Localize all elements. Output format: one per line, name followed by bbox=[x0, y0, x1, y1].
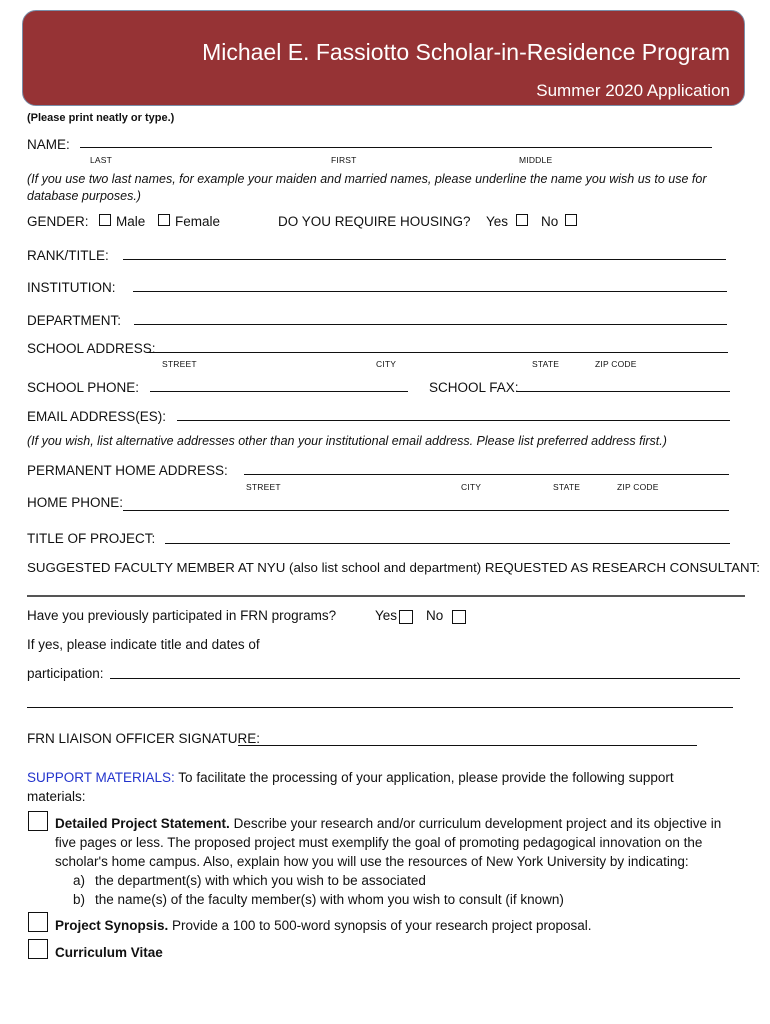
project-synopsis-text bbox=[55, 916, 745, 935]
participation-no-label: No bbox=[426, 608, 444, 623]
page-title: Michael E. Fassiotto Scholar-in-Residence Program bbox=[202, 39, 730, 65]
curriculum-vitae-title: Curriculum Vitae bbox=[55, 945, 163, 960]
home-state-caption: STATE bbox=[553, 482, 581, 492]
department-field[interactable] bbox=[134, 324, 727, 325]
housing-label: DO YOU REQUIRE HOUSING? bbox=[278, 214, 471, 229]
participation-field[interactable] bbox=[110, 678, 740, 679]
participation-question: Have you previously participated in FRN programs? bbox=[27, 608, 337, 623]
rank-field[interactable] bbox=[123, 259, 726, 260]
school-address-field[interactable] bbox=[147, 352, 728, 353]
participation-label: participation: bbox=[27, 666, 104, 681]
name-last-caption: LAST bbox=[90, 155, 113, 165]
participation-yes-label: Yes bbox=[375, 608, 398, 623]
participation-followup: If yes, please indicate title and dates of bbox=[27, 637, 260, 652]
institution-field[interactable] bbox=[133, 291, 727, 292]
section-divider bbox=[27, 595, 745, 597]
print-note: (Please print neatly or type.) bbox=[27, 112, 175, 124]
gender-male-label: Male bbox=[116, 214, 146, 229]
housing-yes-checkbox[interactable] bbox=[516, 214, 528, 226]
home-zip-caption: ZIP CODE bbox=[617, 482, 659, 492]
subitem-b-marker: b) bbox=[73, 892, 86, 907]
support-intro bbox=[27, 768, 727, 806]
school-city-caption: CITY bbox=[376, 359, 397, 369]
school-zip-caption: ZIP CODE bbox=[595, 359, 637, 369]
institution-label: INSTITUTION: bbox=[27, 280, 116, 295]
email-note: (If you wish, list alternative addresses other than your institutional email address. Please list preferred address first.) bbox=[27, 434, 667, 448]
project-title-label: TITLE OF PROJECT: bbox=[27, 531, 156, 546]
page-subtitle: Summer 2020 Application bbox=[536, 81, 730, 100]
school-street-caption: STREET bbox=[162, 359, 197, 369]
school-state-caption: STATE bbox=[532, 359, 560, 369]
name-label: NAME: bbox=[27, 137, 70, 152]
signature-label: FRN LIAISON OFFICER SIGNATURE: bbox=[27, 731, 261, 746]
project-synopsis-checkbox[interactable] bbox=[28, 912, 48, 932]
project-synopsis-body: Provide a 100 to 500-word synopsis of your research project proposal. bbox=[168, 918, 592, 933]
gender-label: GENDER: bbox=[27, 214, 89, 229]
support-heading: SUPPORT MATERIALS: bbox=[27, 770, 175, 785]
project-statement-title: Detailed Project Statement. bbox=[55, 816, 230, 831]
support-intro-text: To facilitate the processing of your application, please provide the following support materials: bbox=[27, 770, 674, 804]
two-names-note: (If you use two last names, for example your maiden and married names, please underline the name you wish us to use for database purposes.) bbox=[27, 172, 707, 203]
name-first-caption: FIRST bbox=[331, 155, 357, 165]
subitem-a-text: the department(s) with which you wish to be associated bbox=[95, 873, 426, 888]
email-field[interactable] bbox=[177, 420, 730, 421]
school-address-label: SCHOOL ADDRESS: bbox=[27, 341, 156, 356]
housing-no-label: No bbox=[541, 214, 559, 229]
school-phone-field[interactable] bbox=[150, 391, 408, 392]
housing-yes-label: Yes bbox=[486, 214, 509, 229]
curriculum-vitae-checkbox[interactable] bbox=[28, 939, 48, 959]
subitem-a-marker: a) bbox=[73, 873, 86, 888]
housing-no-checkbox[interactable] bbox=[565, 214, 577, 226]
project-title-field[interactable] bbox=[165, 543, 730, 544]
department-label: DEPARTMENT: bbox=[27, 313, 122, 328]
home-street-caption: STREET bbox=[246, 482, 281, 492]
project-statement-checkbox[interactable] bbox=[28, 811, 48, 831]
home-address-field[interactable] bbox=[244, 474, 729, 475]
signature-field[interactable] bbox=[238, 745, 697, 746]
curriculum-vitae-text bbox=[55, 943, 163, 962]
school-phone-label: SCHOOL PHONE: bbox=[27, 380, 140, 395]
project-statement-body: Describe your research and/or curriculum development project and its objective in five pages or less. The proposed project must exemplify the goal of promoting pedagogical innovation on the scholar's home campus. Also, explain how you will use the resources of New York University by indicating: bbox=[55, 816, 722, 869]
name-middle-caption: MIDDLE bbox=[519, 155, 553, 165]
faculty-label: SUGGESTED FACULTY MEMBER AT NYU (also list school and department) REQUESTED AS RESEARCH CONSULTANT: bbox=[27, 560, 761, 575]
rank-label: RANK/TITLE: bbox=[27, 248, 109, 263]
home-phone-label: HOME PHONE: bbox=[27, 495, 124, 510]
school-fax-label: SCHOOL FAX: bbox=[429, 380, 519, 395]
project-synopsis-title: Project Synopsis. bbox=[55, 918, 169, 933]
participation-yes-checkbox[interactable] bbox=[399, 610, 413, 624]
participation-field-continued[interactable] bbox=[27, 707, 733, 708]
gender-female-label: Female bbox=[175, 214, 221, 229]
name-field[interactable] bbox=[80, 147, 712, 148]
gender-female-checkbox[interactable] bbox=[158, 214, 170, 226]
participation-no-checkbox[interactable] bbox=[452, 610, 466, 624]
project-statement-text bbox=[55, 814, 745, 871]
email-label: EMAIL ADDRESS(ES): bbox=[27, 409, 167, 424]
header-banner bbox=[22, 10, 745, 106]
gender-male-checkbox[interactable] bbox=[99, 214, 111, 226]
home-address-label: PERMANENT HOME ADDRESS: bbox=[27, 463, 228, 478]
home-city-caption: CITY bbox=[461, 482, 482, 492]
home-phone-field[interactable] bbox=[123, 510, 729, 511]
school-fax-field[interactable] bbox=[517, 391, 730, 392]
subitem-b-text: the name(s) of the faculty member(s) with whom you wish to consult (if known) bbox=[95, 892, 564, 907]
